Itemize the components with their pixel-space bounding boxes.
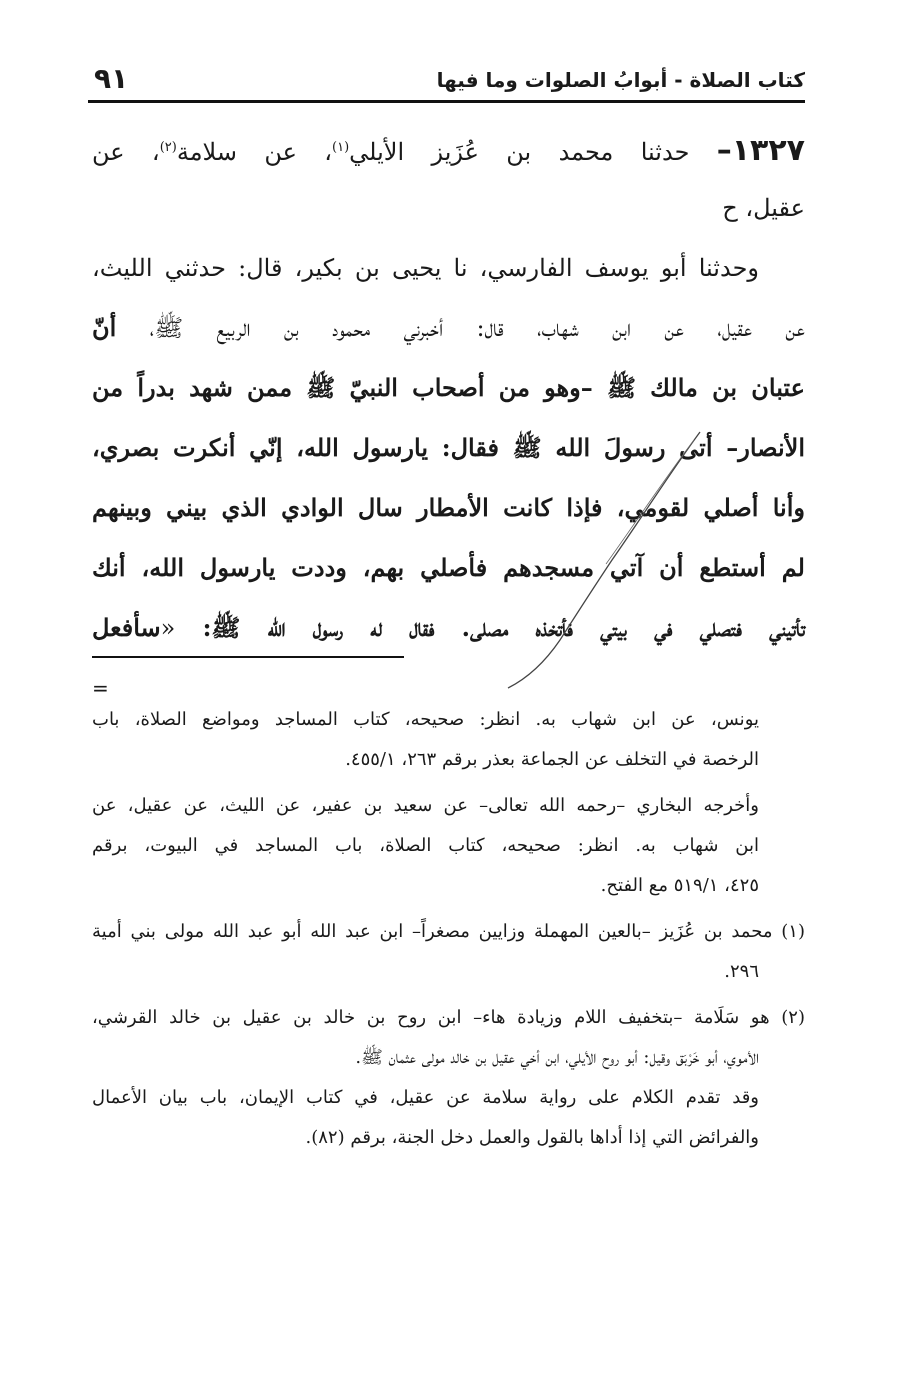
footnote-2 <box>92 998 805 1038</box>
footnote-line: وأخرجه البخاري –رحمه الله تعالى– عن سعيد بن عفير، عن الليث، عن عقيل، عن <box>92 795 759 816</box>
hadith-number: ١٣٢٧– <box>716 133 805 168</box>
footnote-text: محمد بن عُزَيز –بالعين المهملة وزايين مصغراً– ابن عبد الله أبو عبد الله مولى بني أمية <box>92 921 773 942</box>
footnote-continuation-mark: = <box>92 676 109 700</box>
text-segment: حدثنا محمد بن عُزَيز الأيلي <box>349 138 690 166</box>
footnote-line: وقد تقدم الكلام على رواية سلامة عن عقيل، في كتاب الإيمان، باب بيان الأعمال <box>92 1087 759 1108</box>
footnote-number: (١) <box>781 921 805 942</box>
footnote-line: يونس، عن ابن شهاب به. انظر: صحيحه، كتاب المساجد ومواضع الصلاة، باب <box>92 709 759 730</box>
text-segment: تأتيني فتصلي في بيتي فأتخذه مصلى. فقال له رسول الله ﷺ: <box>175 613 805 642</box>
text-line: الأنصار– أتى رسولَ الله ﷺ فقال: يارسول الله، إنّي أنكرت بصري، <box>92 433 805 462</box>
text-segment: ، عن <box>92 138 160 166</box>
chapter-title: كتاب الصلاة - أبوابُ الصلوات وما فيها <box>436 68 805 92</box>
text-segment: سأفعل <box>92 613 161 642</box>
footnote-line: الأموي، أبو خَرْبَق وقيل: أبو روح الأيلي، ابن أخي عقيل بن خالد مولى عثمان ﷺ. <box>355 1047 759 1068</box>
text-line: عتبان بن مالك ﷺ –وهو من أصحاب النبيّ ﷺ ممن شهد بدراً من <box>92 373 805 402</box>
footnote-ref: (١) <box>332 140 350 155</box>
footnote-line: ابن شهاب به. انظر: صحيحه، كتاب الصلاة، باب المساجد في البيوت، برقم <box>92 835 759 856</box>
footnote-separator <box>92 656 404 658</box>
page-number: ٩١ <box>94 62 129 95</box>
footnote-number: (٢) <box>781 1007 805 1028</box>
text-line: وأنا أصلي لقومي، فإذا كانت الأمطار سال الوادي الذي بيني وبينهم <box>92 493 805 522</box>
footnote-ref: (٢) <box>159 140 177 155</box>
text-segment: ، عن سلامة <box>176 138 332 166</box>
footnote-1 <box>92 912 805 952</box>
footnotes <box>92 700 805 1158</box>
footnote-line: ٢٩٦. <box>724 961 759 982</box>
text-line: وحدثنا أبو يوسف الفارسي، نا يحيى بن بكير، قال: حدثني الليث، <box>92 254 759 282</box>
text-segment: عن عقيل، عن ابن شهاب، قال: أخبرني محمود بن الربيع ﷺ، <box>116 314 805 342</box>
text-segment: « <box>160 614 176 642</box>
footnote-line: والفرائض التي إذا أداها بالقول والعمل دخل الجنة، برقم (٨٢). <box>305 1127 759 1148</box>
text-line: عقيل، ح <box>722 194 805 222</box>
footnote-line: ٤٢٥، ٥١٩/١ مع الفتح. <box>600 875 759 896</box>
footnote-text: هو سَلَامة –بتخفيف اللام وزيادة هاء– ابن روح بن خالد بن عقيل بن خالد القرشي، <box>92 1007 770 1028</box>
text-line: لم أستطع أن آتي مسجدهم فأصلي بهم، وددت يارسول الله، أنك <box>92 553 805 582</box>
footnote-line: الرخصة في التخلف عن الجماعة بعذر برقم ٢٦٣، ٤٥٥/١. <box>345 749 759 770</box>
text-segment: أنّ <box>92 313 117 342</box>
